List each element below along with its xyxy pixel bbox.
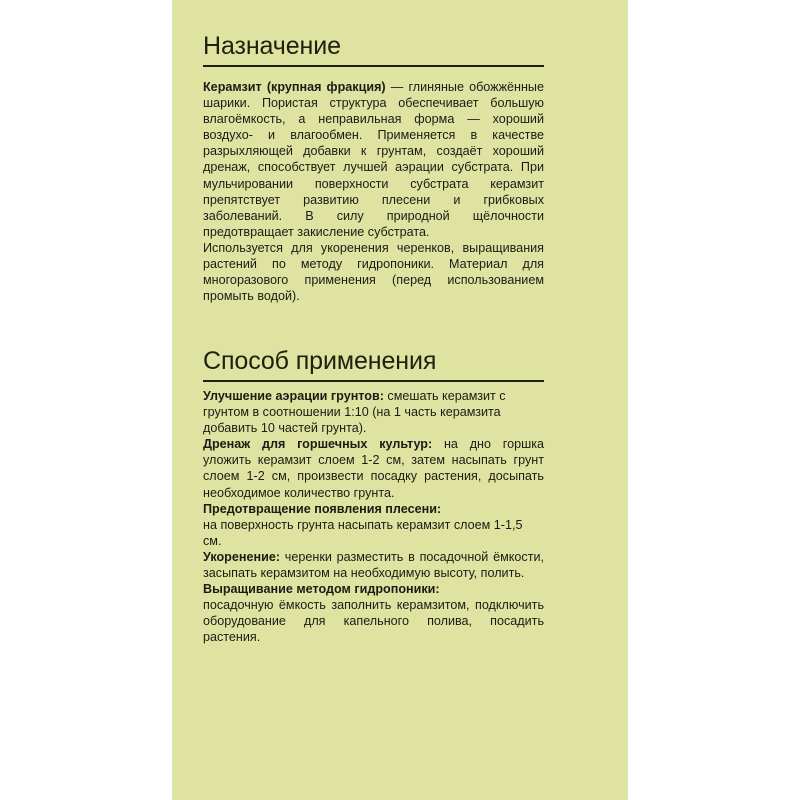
paragraph-text-usage-aeration: смешать керамзит с грунтом в соотношении 1:10 (на 1 часть керамзита добавить 10 частей грунта). [203, 389, 506, 436]
paragraph-usage-mold-heading [203, 501, 544, 517]
paragraph-usage-drainage [203, 436, 544, 500]
green-label-panel [172, 0, 628, 800]
paragraph-usage-aeration [203, 388, 544, 436]
section-title-purpose: Назначение [203, 33, 544, 67]
paragraph-text-usage-rooting: черенки разместить в посадочной ёмкости, засыпать керамзитом на необходимую высоту, полить. [203, 549, 544, 581]
paragraph-lead-purpose-1: Керамзит (крупная фракция) [203, 80, 386, 94]
paragraph-usage-hydroponics-heading [203, 581, 544, 597]
paragraph-usage-mold-body [203, 517, 544, 549]
section-purpose-body [203, 79, 544, 304]
paragraph-text-usage-hydroponics: посадочную ёмкость заполнить керамзитом, подключить оборудование для капельного полива, посадить растения. [203, 598, 544, 645]
paragraph-lead-usage-drainage: Дренаж для горшечных культур: [203, 437, 433, 452]
paragraph-usage-rooting [203, 549, 544, 581]
paragraph-lead-usage-mold: Предотвращение появления плесени: [203, 501, 442, 516]
paragraph-text-purpose-1: — глиняные обожжённые шарики. Пористая структура обеспечивает большую влагоёмкость, а неправильная форма — хороший воздухо- и влагообмен. Применяется в качестве разрыхляющей добавки к грунтам, создаёт хороший дренаж, способствует лучшей аэрации субстрата. При мульчировании поверхности субстрата керамзит препятствует развитию плесени и грибковых заболеваний. В силу природной щёлочности предотвращает закисление субстрата. [203, 80, 544, 239]
paragraph-text-usage-mold: на поверхность грунта насыпать керамзит слоем 1-1,5 см. [203, 517, 523, 548]
paragraph-lead-usage-hydroponics: Выращивание методом гидропоники: [203, 582, 440, 597]
section-usage-body [203, 388, 544, 646]
paragraph-text-usage-drainage: на дно горшка уложить керамзит слоем 1-2 см, затем насыпать грунт слоем 1-2 см, произвести посадку растения, досыпать необходимое количество грунта. [203, 437, 544, 500]
section-title-usage: Способ применения [203, 348, 544, 382]
section-purpose-header [203, 33, 544, 67]
paragraph-usage-hydroponics-body [203, 597, 544, 645]
section-usage-header [203, 348, 544, 382]
paragraph-lead-usage-rooting: Укоренение: [203, 549, 281, 564]
paragraph-text-purpose-2: Используется для укоренения черенков, выращивания растений по методу гидропоники. Материал для многоразового применения (перед использованием промыть водой). [203, 240, 544, 304]
paragraph-purpose-2 [203, 240, 544, 304]
paragraph-lead-usage-aeration: Улучшение аэрации грунтов: [203, 389, 384, 403]
paragraph-purpose-1 [203, 79, 544, 240]
